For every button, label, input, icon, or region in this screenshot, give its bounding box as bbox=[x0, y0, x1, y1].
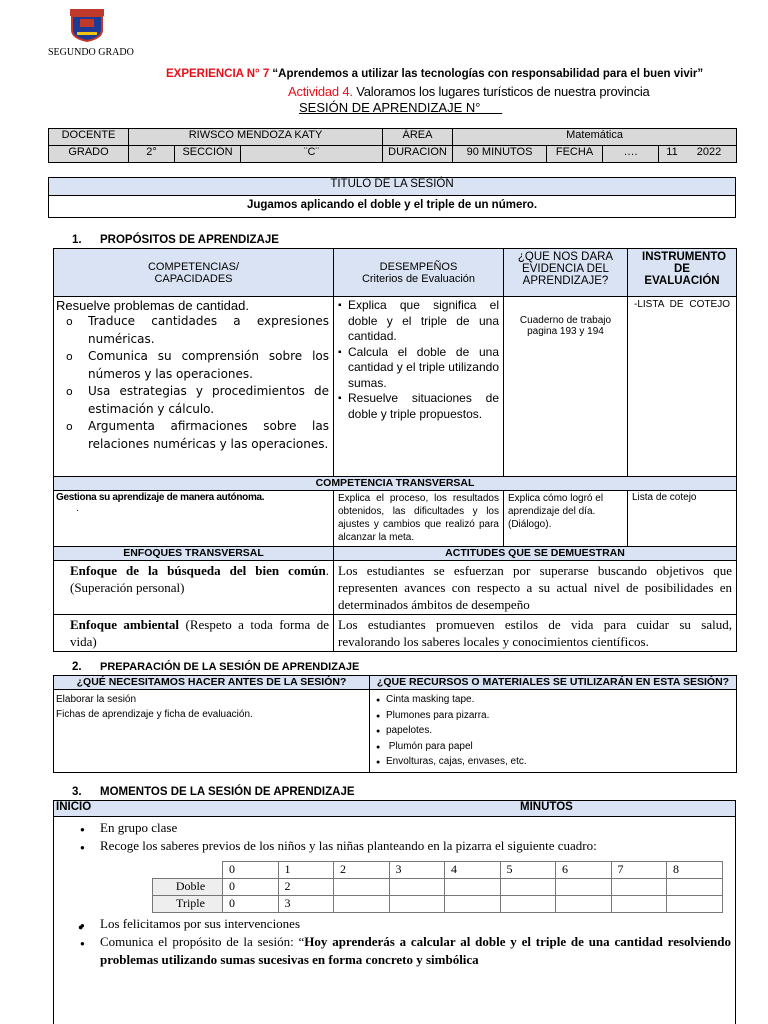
row-label-doble: Doble bbox=[153, 879, 223, 896]
header-cell: 3 bbox=[389, 862, 445, 879]
doble-cell bbox=[500, 879, 556, 896]
inicio-item: ● En grupo clase bbox=[72, 819, 731, 837]
fecha-month: 11 bbox=[666, 146, 678, 158]
minutos-header: MINUTOS bbox=[520, 801, 573, 813]
section-1-heading: 1. PROPÓSITOS DE APRENDIZAJE bbox=[72, 234, 279, 246]
grado-value: 2° bbox=[129, 146, 175, 163]
inicio-header: INICIO MINUTOS bbox=[54, 801, 736, 817]
area-label: ÁREA bbox=[383, 129, 453, 146]
fecha-year: 2022 bbox=[696, 146, 722, 158]
actitudes-header: ACTITUDES QUE SE DEMUESTRAN bbox=[334, 547, 737, 561]
capacidad-item: o Usa estrategias y procedimientos de estimación y cálculo. bbox=[56, 383, 329, 418]
preparacion-table bbox=[53, 675, 737, 773]
antes-cell bbox=[54, 690, 370, 773]
evidencia-cell: Cuaderno de trabajo pagina 193 y 194 bbox=[504, 297, 628, 477]
propositos-table bbox=[53, 248, 737, 652]
titulo-label: TITULO DE LA SESIÓN bbox=[49, 178, 736, 196]
seccion-value: ¨C¨ bbox=[241, 146, 383, 163]
antes-item: Elaborar la sesión bbox=[56, 694, 137, 705]
inicio-list-top bbox=[72, 819, 731, 855]
info-table bbox=[48, 128, 737, 163]
grado-label: GRADO bbox=[49, 146, 129, 163]
desempenos-list bbox=[338, 298, 499, 422]
desempeno-item: ▪ Explica que significa el doble y el triple de una cantidad. bbox=[338, 298, 499, 345]
antes-item: Fichas de aprendizaje y ficha de evaluación. bbox=[56, 709, 253, 720]
area-value: Matemática bbox=[453, 129, 737, 146]
triple-cell bbox=[500, 896, 556, 913]
fecha-day: …. bbox=[603, 146, 659, 163]
row-label-triple: Triple bbox=[153, 896, 223, 913]
header-cell: 1 bbox=[278, 862, 334, 879]
triple-cell bbox=[667, 896, 723, 913]
enfoques-header: ENFOQUES TRANSVERSAL bbox=[54, 547, 334, 561]
duracion-label: DURACION bbox=[383, 146, 453, 163]
transversal-header: COMPETENCIA TRANSVERSAL bbox=[54, 477, 737, 491]
instrumento-cell: -LISTA DE COTEJO bbox=[628, 297, 737, 477]
doble-cell bbox=[445, 879, 501, 896]
desempeno-item: ▪ Resuelve situaciones de doble y triple propuestos. bbox=[338, 391, 499, 422]
triple-cell: 0 bbox=[223, 896, 279, 913]
doble-cell: 0 bbox=[223, 879, 279, 896]
section-3-heading: 3. MOMENTOS DE LA SESIÓN DE APRENDIZAJE bbox=[72, 786, 355, 798]
docente-value: RIWSCO MENDOZA KATY bbox=[129, 129, 383, 146]
header-cell: 7 bbox=[611, 862, 667, 879]
col-evidencia: ¿QUE NOS DARA EVIDENCIA DEL APRENDIZAJE? bbox=[504, 249, 628, 297]
enfoque-1: Enfoque de la búsqueda del bien común. (Superación personal) bbox=[54, 561, 334, 615]
actitud-1: Los estudiantes se esfuerzan por superarse buscando objetivos que representen avances con respecto a su actual nivel de posibilidades en determinados ámbitos de desempeño bbox=[334, 561, 737, 615]
competencia-name: Resuelve problemas de cantidad. bbox=[56, 298, 249, 313]
session-title: SESIÓN DE APRENDIZAJE N° bbox=[299, 100, 503, 115]
inicio-item: ● Los felicitamos por sus intervenciones bbox=[72, 915, 731, 933]
activity-heading: Actividad 4. Valoramos los lugares turísticos de nuestra provincia bbox=[288, 84, 650, 99]
recurso-item: ● Cinta masking tape. bbox=[374, 692, 732, 708]
triple-cell bbox=[556, 896, 612, 913]
inicio-item-comunica: ● Comunica el propósito de la sesión: “Hoy aprenderás a calcular al doble y el triple de una cantidad resolviendo problemas utilizando sumas sucesivas en forma concreto y simbólica bbox=[72, 933, 731, 969]
school-crest-icon bbox=[68, 8, 106, 42]
capacidad-item: o Comunica su comprensión sobre los números y las operaciones. bbox=[56, 348, 329, 383]
triple-cell: 3 bbox=[278, 896, 334, 913]
capacidad-item: o Argumenta afirmaciones sobre las relaciones numéricas y las operaciones. bbox=[56, 418, 329, 453]
grade-caption: SEGUNDO GRADO bbox=[48, 47, 134, 58]
triple-cell bbox=[334, 896, 390, 913]
transversal-instrumento: Lista de cotejo bbox=[628, 491, 737, 547]
doble-triple-table bbox=[152, 861, 723, 913]
inicio-list-bottom bbox=[72, 915, 731, 969]
transversal-competencia: Gestiona su aprendizaje de manera autónoma. bbox=[56, 492, 265, 503]
competencias-cell bbox=[54, 297, 334, 477]
header-cell: 8 bbox=[667, 862, 723, 879]
section-2-heading: 2. PREPARACIÓN DE LA SESIÓN DE APRENDIZAJE bbox=[72, 661, 360, 673]
doble-cell bbox=[611, 879, 667, 896]
titulo-value: Jugamos aplicando el doble y el triple de un número. bbox=[49, 196, 736, 218]
col-competencias: COMPETENCIAS/ CAPACIDADES bbox=[54, 249, 334, 297]
transversal-desempeno: Explica el proceso, los resultados obtenidos, las dificultades y los ajustes y cambios que realizó para alcanzar la meta. bbox=[334, 491, 504, 547]
inicio-content: ● En grupo clase ● Recoge los saberes previos de los niños y las niñas planteando en la pizarra el siguiente cuadro: 0 1 2 3 4 5 6 7 8 Doble 0 2 Triple 0 3 ● ● Los felicitamos por sus intervenciones ● Comunica el propósito de la sesión: “Hoy aprenderás a calcular al doble y el triple de una cantidad resolviendo problemas utilizando sumas sucesivas en forma concreto y simbólica bbox=[54, 817, 736, 1024]
transversal-competencia-cell: Gestiona su aprendizaje de manera autónoma. . bbox=[54, 491, 334, 547]
enfoque-2: Enfoque ambiental (Respeto a toda forma de vida) bbox=[54, 615, 334, 652]
momentos-table bbox=[53, 800, 736, 1024]
recursos-list bbox=[374, 692, 732, 770]
doble-cell bbox=[389, 879, 445, 896]
doble-cell bbox=[334, 879, 390, 896]
inicio-item: ● Recoge los saberes previos de los niños y las niñas planteando en la pizarra el siguiente cuadro: bbox=[72, 837, 731, 855]
recursos-cell bbox=[370, 690, 737, 773]
seccion-label: SECCIÓN bbox=[175, 146, 241, 163]
doble-cell bbox=[667, 879, 723, 896]
capacidad-item: o Traduce cantidades a expresiones numéricas. bbox=[56, 313, 329, 348]
transversal-evidencia: Explica cómo logró el aprendizaje del día. (Diálogo). bbox=[504, 491, 628, 547]
col-recursos: ¿QUE RECURSOS O MATERIALES SE UTILIZARÁN EN ESTA SESIÓN? bbox=[370, 676, 737, 690]
docente-label: DOCENTE bbox=[49, 129, 129, 146]
recurso-item: ● Envolturas, cajas, envases, etc. bbox=[374, 754, 732, 770]
triple-cell bbox=[445, 896, 501, 913]
header-cell: 5 bbox=[500, 862, 556, 879]
doble-cell bbox=[556, 879, 612, 896]
header-cell: 6 bbox=[556, 862, 612, 879]
triple-cell bbox=[611, 896, 667, 913]
fecha-rest bbox=[659, 146, 737, 163]
header-cell: 0 bbox=[223, 862, 279, 879]
desempenos-cell bbox=[334, 297, 504, 477]
capacidades-list bbox=[56, 313, 329, 453]
recurso-item: ● papelotes. bbox=[374, 723, 732, 739]
recurso-item: ● Plumones para pizarra. bbox=[374, 708, 732, 724]
header-cell: 2 bbox=[334, 862, 390, 879]
doble-cell: 2 bbox=[278, 879, 334, 896]
col-antes: ¿QUÉ NECESITAMOS HACER ANTES DE LA SESIÓN? bbox=[54, 676, 370, 690]
experience-heading: EXPERIENCIA N° 7 “Aprendemos a utilizar las tecnologías con responsabilidad para el buen vivir” bbox=[166, 68, 704, 80]
header-cell: 4 bbox=[445, 862, 501, 879]
col-instrumento: INSTRUMENTO DE EVALUACIÓN bbox=[628, 249, 737, 297]
session-title-table bbox=[48, 177, 736, 218]
triple-cell bbox=[389, 896, 445, 913]
actitud-2: Los estudiantes promueven estilos de vida para cuidar su salud, revalorando los saberes locales y conocimientos científicos. bbox=[334, 615, 737, 652]
fecha-label: FECHA bbox=[547, 146, 603, 163]
col-desempenos: DESEMPEÑOS Criterios de Evaluación bbox=[334, 249, 504, 297]
recurso-item: ● Plumón para papel bbox=[374, 739, 732, 755]
duracion-value: 90 MINUTOS bbox=[453, 146, 547, 163]
desempeno-item: ▪ Calcula el doble de una cantidad y el triple utilizando sumas. bbox=[338, 345, 499, 392]
